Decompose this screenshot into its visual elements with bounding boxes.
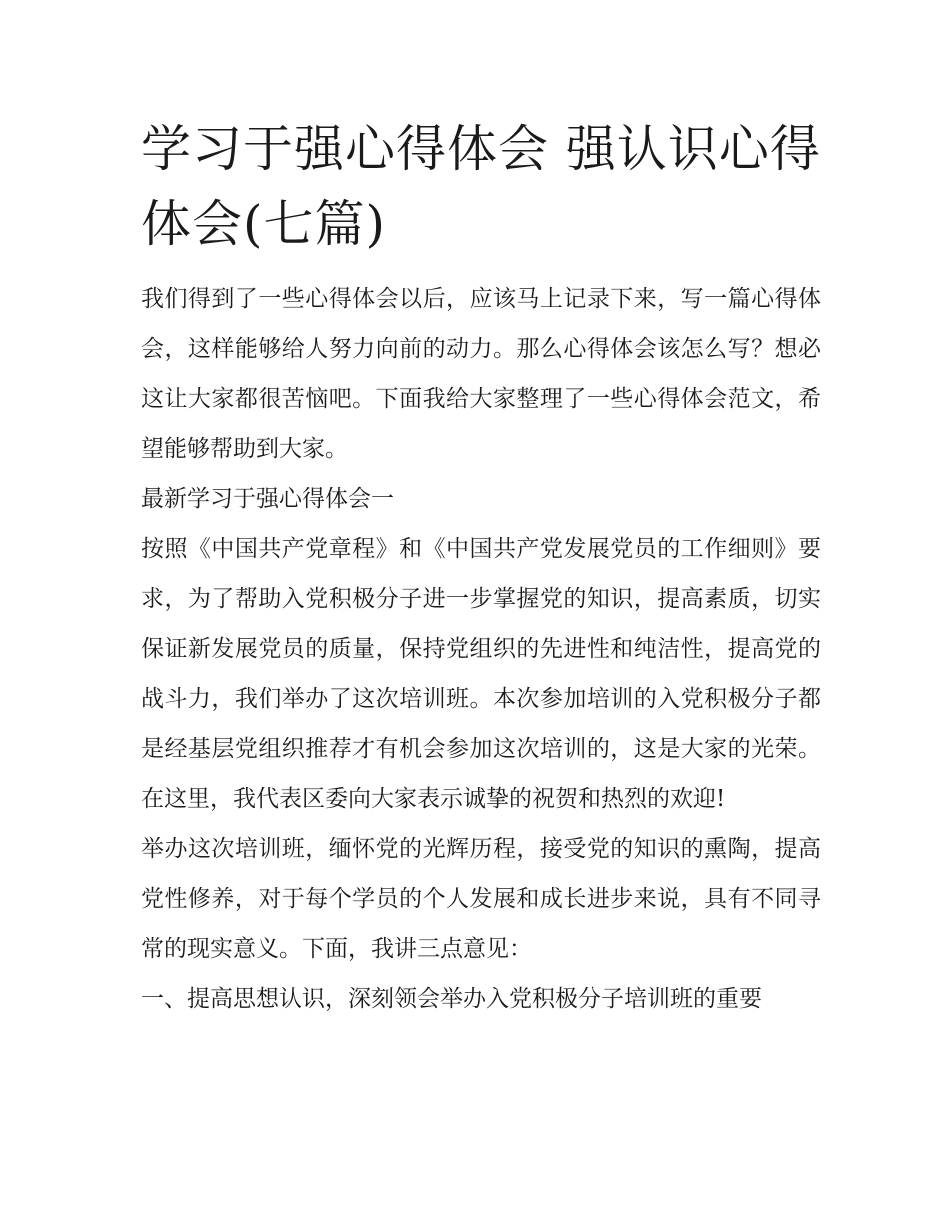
body-paragraph: 按照《中国共产党章程》和《中国共产党发展党员的工作细则》要求，为了帮助入党积极分子进一步掌握党的知识，提高素质，切实保证新发展党员的质量，保持党组织的先进性和纯洁性，提高党的战斗力，我们举办了这次培训班。本次参加培训的入党积极分子都是经基层党组织推荐才有机会参加这次培训的，这是大家的光荣。在这里，我代表区委向大家表示诚挚的祝贺和热烈的欢迎! xyxy=(141,536,821,812)
point-heading: 一、提高思想认识，深刻领会举办入党积极分子培训班的重要 xyxy=(141,986,762,1012)
document-body xyxy=(141,112,821,1024)
section-heading: 最新学习于强心得体会一 xyxy=(141,486,394,512)
body-paragraph: 举办这次培训班，缅怀党的光辉历程，接受党的知识的熏陶，提高党性修养，对于每个学员的个人发展和成长进步来说，具有不同寻常的现实意义。下面，我讲三点意见： xyxy=(141,836,821,962)
intro-paragraph: 我们得到了一些心得体会以后，应该马上记录下来，写一篇心得体会，这样能够给人努力向前的动力。那么心得体会该怎么写？想必这让大家都很苦恼吧。下面我给大家整理了一些心得体会范文，希望能够帮助到大家。 xyxy=(141,286,821,462)
document-title: 学习于强心得体会 强认识心得体会(七篇) xyxy=(141,120,821,253)
